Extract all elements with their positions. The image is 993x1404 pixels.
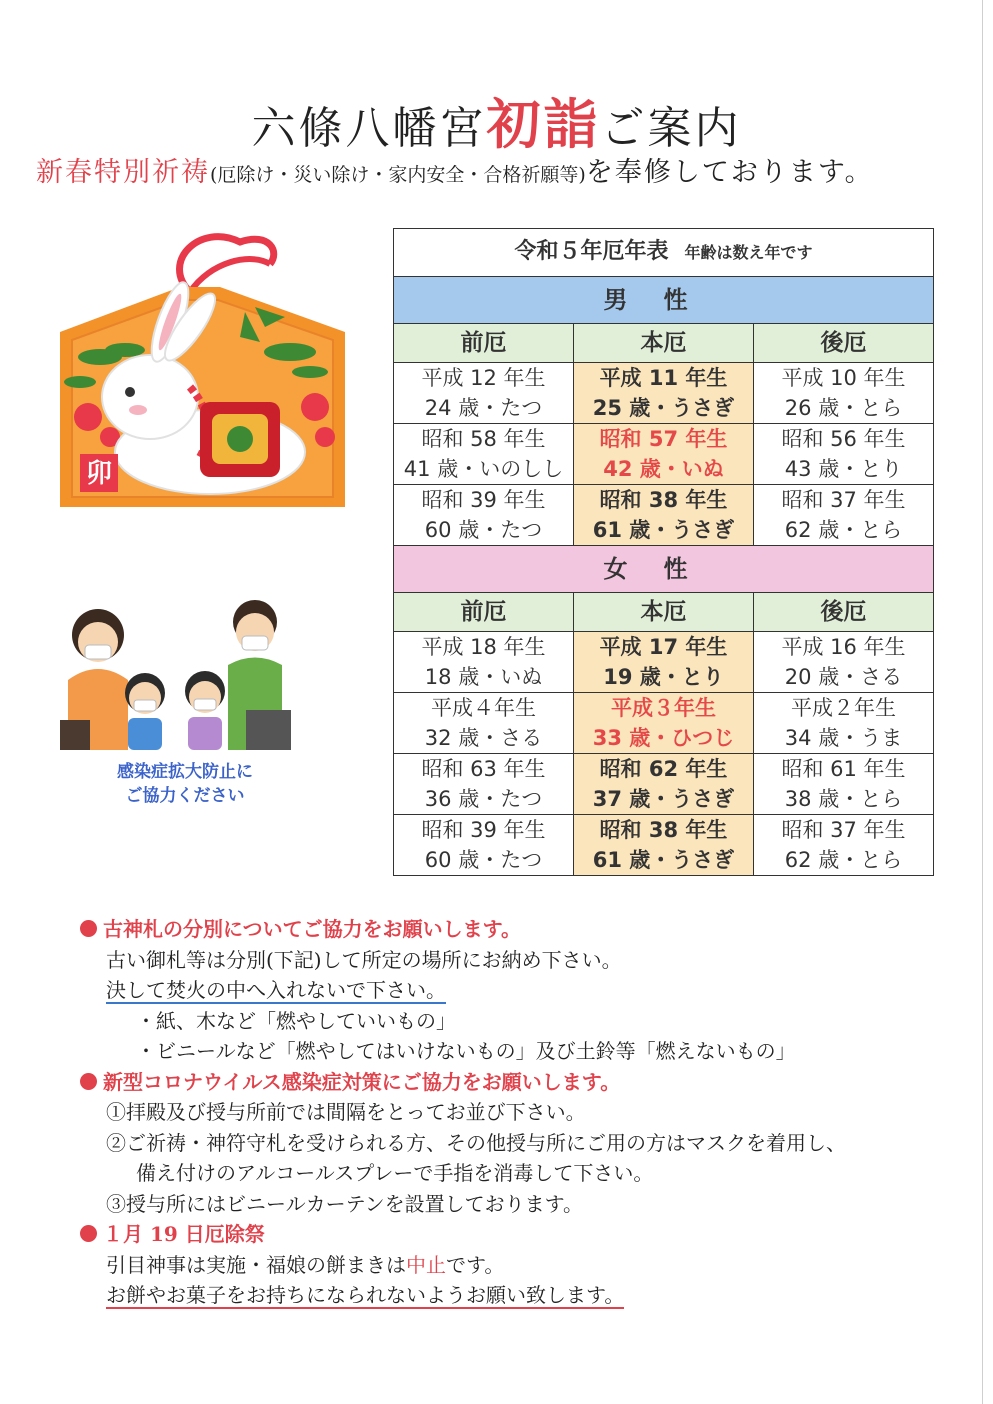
notice-text: 引目神事は実施・福娘の餅まきは中止です。 (106, 1252, 505, 1277)
table-cell: 平成 10 年生 26 歳・とら (754, 363, 934, 424)
notice-list-item: ・ビニールなど「燃やしてはいけないもの」及び土鈴等「燃えないもの」 (136, 1039, 796, 1063)
table-cell: 昭和 38 年生 61 歳・うさぎ (574, 485, 754, 546)
male-section-header: 男性 (394, 277, 934, 324)
notice-heading-ofuda: 古神札の分別についてご協力をお願いします。 (80, 914, 960, 945)
table-row (394, 424, 934, 485)
table-cell: 昭和 39 年生 60 歳・たつ (394, 815, 574, 876)
table-cell: 平成 11 年生 25 歳・うさぎ (574, 363, 754, 424)
notice-text: 備え付けのアルコールスプレーで手指を消毒して下さい。 (136, 1161, 654, 1185)
page-subtitle: 新春特別祈祷(厄除け・災い除け・家内安全・合格祈願等)を奉修しております。 (36, 157, 874, 188)
col-header-honyaku: 本厄 (574, 593, 754, 632)
table-row (394, 632, 934, 693)
col-header-maeyaku: 前厄 (394, 593, 574, 632)
notice-heading-covid: 新型コロナウイルス感染症対策にご協力をお願いします。 (80, 1067, 960, 1098)
notice-text: ①拝殿及び授与所前では間隔をとってお並び下さい。 (106, 1100, 586, 1124)
table-cell: 平成 12 年生 24 歳・たつ (394, 363, 574, 424)
bullet-dot-icon (80, 1225, 97, 1242)
table-cell: 平成 16 年生 20 歳・さる (754, 632, 934, 693)
family-mask-illustration (60, 590, 310, 760)
table-cell: 昭和 56 年生 43 歳・とり (754, 424, 934, 485)
table-cell: 平成４年生 32 歳・さる (394, 693, 574, 754)
table-cell: 昭和 61 年生 38 歳・とら (754, 754, 934, 815)
table-cell: 昭和 37 年生 62 歳・とら (754, 815, 934, 876)
title-hatsumode: 初詣 (486, 92, 601, 156)
table-row (394, 815, 934, 876)
col-header-atoyaku: 後厄 (754, 593, 934, 632)
table-row (394, 485, 934, 546)
page-title: 六條八幡宮初詣ご案内 (251, 92, 742, 156)
table-cell: 平成２年生 34 歳・うま (754, 693, 934, 754)
notice-text: 決して焚火の中へ入れないで下さい。 (106, 978, 446, 1002)
table-cell: 昭和 58 年生 41 歳・いのしし (394, 424, 574, 485)
col-header-maeyaku: 前厄 (394, 324, 574, 363)
table-cell-highlight: 平成３年生 33 歳・ひつじ (574, 693, 754, 754)
table-cell: 昭和 38 年生 61 歳・うさぎ (574, 815, 754, 876)
table-cell: 昭和 62 年生 37 歳・うさぎ (574, 754, 754, 815)
notice-heading-yakuyokesai: １月 19 日厄除祭 (80, 1219, 960, 1250)
table-cell: 平成 17 年生 19 歳・とり (574, 632, 754, 693)
col-header-atoyaku: 後厄 (754, 324, 934, 363)
table-cell: 昭和 39 年生 60 歳・たつ (394, 485, 574, 546)
table-cell: 昭和 63 年生 36 歳・たつ (394, 754, 574, 815)
female-section-header: 女性 (394, 546, 934, 593)
notice-list-item: ・紙、木など「燃やしていいもの」 (136, 1008, 456, 1033)
table-cell-highlight: 昭和 57 年生 42 歳・いぬ (574, 424, 754, 485)
bullet-dot-icon (80, 1073, 97, 1090)
infection-prevention-caption: 感染症拡大防止に ご協力ください (117, 762, 253, 806)
notices-section (80, 914, 960, 1311)
ema-zodiac-char: 卯 (85, 459, 113, 489)
age-note: 年齢は数え年です (684, 243, 813, 262)
table-row (394, 363, 934, 424)
page-edge-line (982, 0, 983, 1404)
notice-text: 古い御札等は分別(下記)して所定の場所にお納め下さい。 (106, 947, 622, 972)
table-cell: 平成 18 年生 18 歳・いぬ (394, 632, 574, 693)
notice-text: ③授与所にはビニールカーテンを設置しております。 (106, 1191, 583, 1216)
table-cell: 昭和 37 年生 62 歳・とら (754, 485, 934, 546)
col-header-honyaku: 本厄 (574, 324, 754, 363)
table-title: 令和５年厄年表 年齢は数え年です (394, 229, 934, 277)
ema-rabbit-illustration (40, 222, 360, 522)
notice-text: お餅やお菓子をお持ちになられないようお願い致します。 (106, 1283, 625, 1307)
table-row (394, 754, 934, 815)
bullet-dot-icon (80, 920, 97, 937)
table-row (394, 693, 934, 754)
notice-text: ②ご祈祷・神符守札を受けられる方、その他授与所にご用の方はマスクを着用し、 (106, 1130, 846, 1155)
yakudoshi-table (393, 228, 934, 876)
